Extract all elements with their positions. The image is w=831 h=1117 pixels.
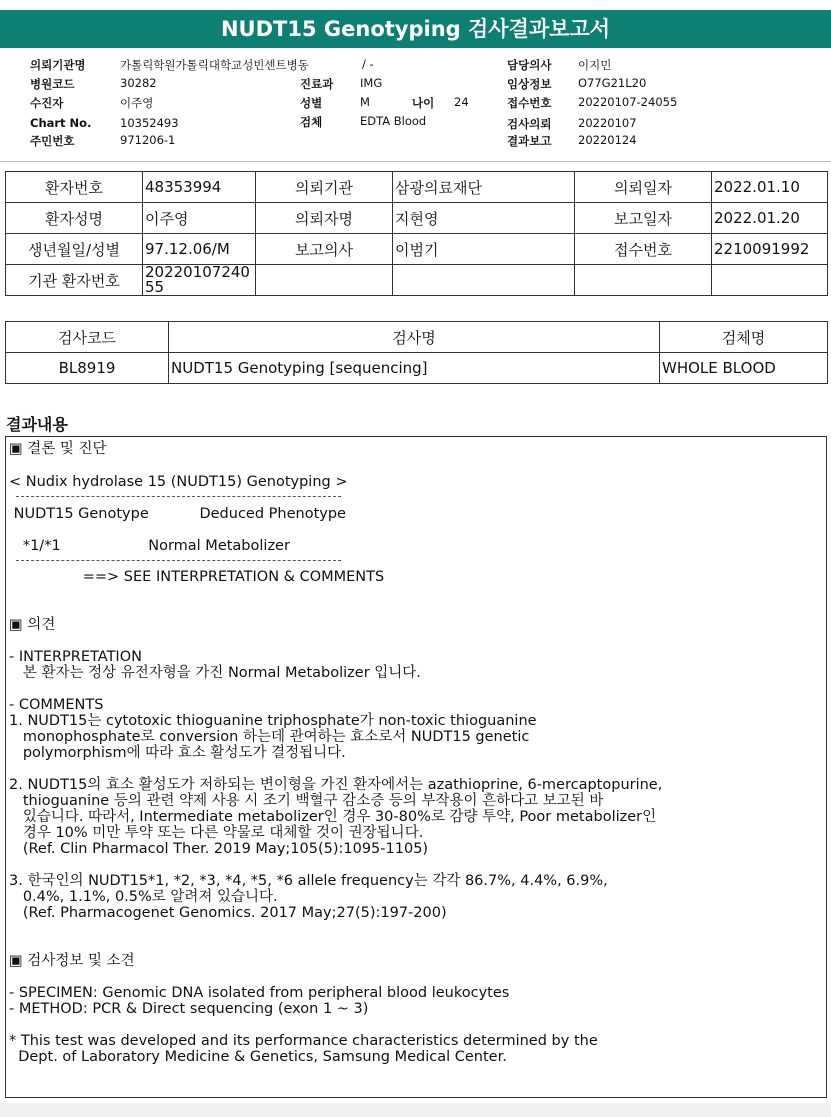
test-info-table (5, 321, 828, 384)
comment-2-line-3: 있습니다. 따라서, Intermediate metabolizer인 경우 30-80%로 감량 투약, Poor metabolizer인 (9, 809, 657, 825)
disclaimer-line-2: Dept. of Laboratory Medicine & Genetics, Samsung Medical Center. (9, 1049, 507, 1065)
requester-name-value: 지현영 (393, 203, 575, 234)
dashed-divider (16, 560, 341, 561)
chart-no-value: 10352493 (120, 116, 179, 130)
institution-patient-no-label: 기관 환자번호 (6, 265, 143, 296)
conclusion-heading: ▣ 결론 및 진단 (9, 441, 107, 457)
sex-label: 성별 (300, 96, 323, 110)
request-date-value: 20220107 (578, 116, 637, 130)
report-date-cell-value: 2022.01.20 (712, 203, 828, 234)
request-date-cell-value: 2022.01.10 (712, 172, 828, 203)
genotype-header: NUDT15 Genotype Deduced Phenotype (9, 506, 346, 522)
patient-value: 이주영 (120, 96, 154, 110)
requester-name-label: 의뢰자명 (256, 203, 393, 234)
receipt-no-label: 접수번호 (507, 96, 552, 110)
hospital-code-value: 30282 (120, 76, 157, 90)
chart-no-label: Chart No. (30, 116, 92, 130)
clinical-info-value: O77G21L20 (578, 76, 647, 90)
resident-no-label: 주민번호 (30, 134, 75, 148)
accession-no-label: 접수번호 (575, 234, 712, 265)
specimen-label: 검체 (300, 115, 323, 129)
table-row (6, 234, 828, 265)
dob-sex-label: 생년월일/성별 (6, 234, 143, 265)
test-code-value: BL8919 (6, 353, 169, 384)
genotyping-title: < Nudix hydrolase 15 (NUDT15) Genotyping > (9, 474, 348, 490)
ward-value: / - (362, 57, 374, 71)
interpretation-text: 본 환자는 정상 유전자형을 가진 Normal Metabolizer 입니다. (9, 665, 421, 681)
department-label: 진료과 (300, 77, 334, 91)
hospital-code-label: 병원코드 (30, 77, 75, 91)
comment-1-line-3: polymorphism에 따라 효소 활성도가 결정됩니다. (9, 745, 346, 761)
method-info: - METHOD: PCR & Direct sequencing (exon 1 ~ 3) (9, 1001, 369, 1017)
empty-cell (575, 265, 712, 296)
patient-name-label: 환자성명 (6, 203, 143, 234)
specimen-name-header: 검체명 (660, 322, 828, 353)
accession-no-value: 2210091992 (712, 234, 828, 265)
header-divider (0, 161, 831, 162)
requester-value: 가톨릭학원가톨릭대학교성빈센트병동 (120, 58, 309, 72)
test-info-heading: ▣ 검사정보 및 소견 (9, 953, 135, 969)
results-section-title: 결과내용 (6, 415, 68, 434)
table-row (6, 322, 828, 353)
specimen-info: - SPECIMEN: Genomic DNA isolated from peripheral blood leukocytes (9, 985, 510, 1001)
patient-name-value: 이주영 (143, 203, 256, 234)
comment-1-line-1: 1. NUDT15는 cytotoxic thioguanine triphosphate가 non-toxic thioguanine (9, 713, 537, 729)
comment-1-line-2: monophosphate로 conversion 하는데 관여하는 효소로서 NUDT15 genetic (9, 729, 530, 745)
sex-value: M (360, 95, 370, 109)
requester-label: 의뢰기관명 (30, 58, 86, 72)
disclaimer-line-1: * This test was developed and its performance characteristics determined by the (9, 1033, 598, 1049)
report-date-cell-label: 보고일자 (575, 203, 712, 234)
doctor-value: 이지민 (578, 58, 612, 72)
comment-3-reference: (Ref. Pharmacogenet Genomics. 2017 May;27(5):197-200) (9, 905, 447, 921)
test-code-header: 검사코드 (6, 322, 169, 353)
comment-2-line-4: 경우 10% 미만 투약 또는 다른 약물로 대체할 것이 권장됩니다. (9, 825, 424, 841)
patient-info-table (5, 171, 828, 296)
receipt-no-value: 20220107-24055 (578, 95, 678, 109)
comment-2-reference: (Ref. Clin Pharmacol Ther. 2019 May;105(5):1095-1105) (9, 841, 429, 857)
request-date-label: 검사의뢰 (507, 117, 552, 131)
comments-label: - COMMENTS (9, 697, 104, 713)
empty-cell (256, 265, 393, 296)
institution-label: 의뢰기관 (256, 172, 393, 203)
department-value: IMG (360, 76, 383, 90)
report-title: NUDT15 Genotyping 검사결과보고서 (0, 10, 831, 48)
dob-sex-value: 97.12.06/M (143, 234, 256, 265)
report-date-label: 결과보고 (507, 134, 552, 148)
reporting-doctor-value: 이범기 (393, 234, 575, 265)
test-name-value: NUDT15 Genotyping [sequencing] (169, 353, 660, 384)
reporting-doctor-label: 보고의사 (256, 234, 393, 265)
empty-cell (393, 265, 575, 296)
request-date-cell-label: 의뢰일자 (575, 172, 712, 203)
patient-label: 수진자 (30, 96, 64, 110)
institution-value: 삼광의료재단 (393, 172, 575, 203)
opinion-heading: ▣ 의견 (9, 617, 56, 633)
doctor-label: 담당의사 (507, 58, 552, 72)
institution-patient-no-value: 20220107240 55 (143, 265, 256, 296)
age-value: 24 (454, 95, 469, 109)
specimen-value: EDTA Blood (360, 114, 427, 128)
genotype-result: *1/*1 Normal Metabolizer (9, 538, 290, 554)
comment-3-line-2: 0.4%, 1.1%, 0.5%로 알려져 있습니다. (9, 889, 278, 905)
comment-2-line-1: 2. NUDT15의 효소 활성도가 저하되는 변이형을 가진 환자에서는 azathioprine, 6-mercaptopurine, (9, 777, 663, 793)
empty-cell (712, 265, 828, 296)
clinical-info-label: 임상정보 (507, 77, 552, 91)
patient-no-value: 48353994 (143, 172, 256, 203)
results-box (5, 436, 827, 1098)
specimen-name-value: WHOLE BLOOD (660, 353, 828, 384)
table-row (6, 172, 828, 203)
see-interpretation: ==> SEE INTERPRETATION & COMMENTS (9, 569, 385, 585)
comment-3-line-1: 3. 한국인의 NUDT15*1, *2, *3, *4, *5, *6 allele frequency는 각각 86.7%, 4.4%, 6.9%, (9, 873, 608, 889)
patient-no-label: 환자번호 (6, 172, 143, 203)
age-label: 나이 (412, 96, 435, 110)
table-row (6, 353, 828, 384)
interpretation-label: - INTERPRETATION (9, 649, 142, 665)
report-date-value: 20220124 (578, 133, 637, 147)
table-row (6, 203, 828, 234)
test-name-header: 검사명 (169, 322, 660, 353)
resident-no-value: 971206-1 (120, 133, 176, 147)
table-row (6, 265, 828, 296)
dashed-divider (16, 496, 341, 497)
comment-2-line-2: thioguanine 등의 관련 약제 사용 시 조기 백혈구 감소증 등의 부작용이 흔하다고 보고된 바 (9, 793, 604, 809)
